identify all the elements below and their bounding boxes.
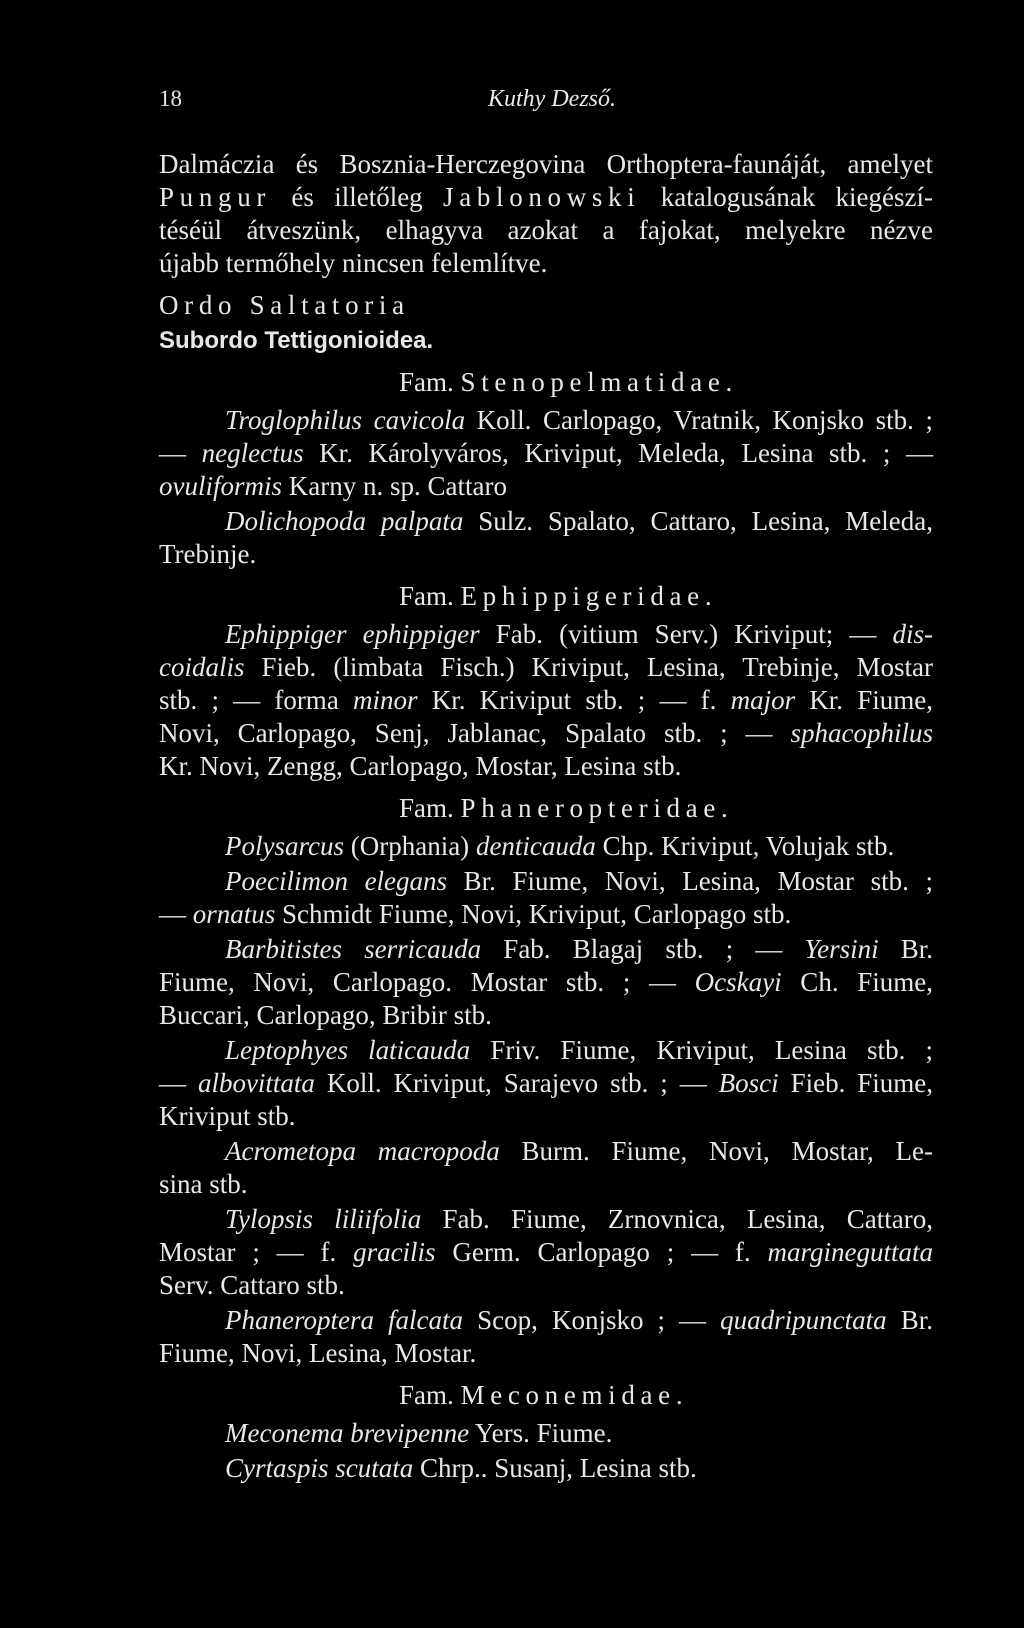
text-run: stb. ; — forma: [159, 685, 353, 715]
text-run: Fam.: [399, 1380, 461, 1410]
text-run: Sulz. Spalato, Cattaro, Lesina, Meleda,: [463, 506, 933, 536]
species-entry: [159, 865, 933, 931]
running-head: Kuthy Dezső.: [488, 86, 616, 112]
text-line: [159, 470, 933, 503]
taxon-name: Dolichopoda palpata: [225, 506, 464, 536]
text-line: [159, 1452, 933, 1485]
text-run: Trebinje.: [159, 539, 257, 569]
text-run: Fab. Blagaj stb. ; —: [481, 934, 805, 964]
taxon-name: coidalis: [159, 652, 245, 682]
spaced-text: Jablonowski: [443, 182, 641, 212]
text-run: Buccari, Carlopago, Bribir stb.: [159, 1000, 492, 1030]
text-run: .: [725, 367, 733, 397]
text-run: Chp. Kriviput, Volujak stb.: [595, 831, 895, 861]
text-line: [159, 289, 933, 322]
taxon-name: sphacophilus: [790, 718, 933, 748]
text-run: Kr. Fiume,: [795, 685, 933, 715]
taxon-name: Bosci: [718, 1068, 779, 1098]
text-line: [159, 1337, 933, 1370]
spaced-text: Ordo Saltatoria: [159, 290, 410, 320]
species-entry: [159, 618, 933, 783]
taxon-name: Ephippiger ephippiger: [225, 619, 480, 649]
text-line: [159, 214, 933, 247]
taxon-name: dis-: [892, 619, 933, 649]
text-line: [159, 437, 933, 470]
text-line: [159, 651, 933, 684]
taxon-name: Yersini: [804, 934, 879, 964]
text-run: Yers. Fiume.: [469, 1418, 613, 1448]
text-line: [159, 505, 933, 538]
species-entry: [159, 1417, 933, 1450]
species-entry: [159, 830, 933, 863]
taxon-name: Acrometopa macropoda: [225, 1136, 500, 1166]
text-line: [159, 830, 933, 863]
text-line: [159, 366, 933, 399]
species-entry: [159, 1304, 933, 1370]
text-run: Kr. Kriviput stb. ; — f.: [417, 685, 731, 715]
species-entry: [159, 1452, 933, 1485]
taxon-name: minor: [353, 685, 418, 715]
taxon-name: denticauda: [475, 831, 596, 861]
taxon-name: Ocskayi: [694, 967, 782, 997]
spaced-text: Ephippigeridae: [460, 581, 705, 611]
text-run: Scop, Konjsko ; —: [463, 1305, 721, 1335]
text-run: Chrp.. Susanj, Lesina stb.: [413, 1453, 697, 1483]
taxon-name: Tylopsis liliifolia: [225, 1204, 422, 1234]
text-run: Fiume, Novi, Lesina, Mostar.: [159, 1338, 477, 1368]
taxon-name: albovittata: [197, 1068, 315, 1098]
text-run: sina stb.: [159, 1169, 248, 1199]
species-entry: [159, 404, 933, 503]
text-run: Serv. Cattaro stb.: [159, 1270, 345, 1300]
text-line: [159, 1135, 933, 1168]
text-run: Friv. Fiume, Kriviput, Lesina stb. ;: [470, 1035, 933, 1065]
text-run: Ch. Fiume,: [781, 967, 933, 997]
text-line: [159, 148, 933, 181]
text-run: Fam.: [399, 581, 461, 611]
text-line: [159, 898, 933, 931]
text-line: [159, 580, 933, 613]
intro-paragraph: [159, 148, 933, 280]
text-run: Koll. Carlopago, Vratnik, Konjsko stb. ;: [465, 405, 933, 435]
text-line: [159, 1236, 933, 1269]
family-heading: [159, 366, 933, 399]
text-line: [159, 1067, 933, 1100]
spaced-text: Stenopelmatidae: [460, 367, 726, 397]
taxon-name: gracilis: [353, 1237, 436, 1267]
taxon-name: margineguttata: [767, 1237, 934, 1267]
species-entry: [159, 1135, 933, 1201]
text-line: [159, 684, 933, 717]
text-line: [159, 1269, 933, 1302]
taxon-name: Phaneroptera falcata: [225, 1305, 464, 1335]
taxon-name: neglectus: [201, 438, 304, 468]
text-line: [159, 717, 933, 750]
text-run: katalogusának kiegészí-: [640, 182, 933, 212]
text-line: [159, 1100, 933, 1133]
text-run: Fam.: [399, 367, 461, 397]
species-entry: [159, 1203, 933, 1302]
text-run: Kr. Novi, Zengg, Carlopago, Mostar, Lesina stb.: [159, 751, 682, 781]
text-run: Mostar ; — f.: [159, 1237, 354, 1267]
text-run: .: [675, 1380, 683, 1410]
text-run: Schmidt Fiume, Novi, Kriviput, Carlopago stb.: [275, 899, 792, 929]
text-run: Germ. Carlopago ; — f.: [435, 1237, 768, 1267]
taxon-name: ovuliformis: [159, 471, 283, 501]
suborder-heading: [159, 324, 933, 357]
text-run: Br.: [878, 934, 934, 964]
text-line: [159, 999, 933, 1032]
page-body: [159, 148, 933, 1485]
text-run: Dalmáczia és Bosznia-Herczegovina Orthoptera-faunáját, amelyet: [159, 149, 933, 179]
species-entry: [159, 1034, 933, 1133]
text-line: [159, 865, 933, 898]
text-run: Karny n. sp. Cattaro: [282, 471, 507, 501]
text-run: Kriviput stb.: [159, 1101, 296, 1131]
text-line: [159, 1168, 933, 1201]
text-run: Fieb. Fiume,: [778, 1068, 933, 1098]
taxon-name: Troglophilus cavicola: [225, 405, 466, 435]
text-run: téséül átveszünk, elhagyva azokat a fajokat, melyekre nézve: [159, 215, 933, 245]
taxon-name: ornatus: [192, 899, 276, 929]
family-heading: [159, 1379, 933, 1412]
text-line: [159, 933, 933, 966]
text-run: Br. Fiume, Novi, Lesina, Mostar stb. ;: [447, 866, 933, 896]
text-line: [159, 1034, 933, 1067]
order-heading: [159, 289, 933, 322]
text-line: [159, 181, 933, 214]
text-run: Fam.: [399, 793, 461, 823]
spaced-text: Meconemidae: [460, 1380, 676, 1410]
taxon-name: Cyrtaspis scutata: [225, 1453, 414, 1483]
taxon-name: Polysarcus: [225, 831, 344, 861]
text-run: Fiume, Novi, Carlopago. Mostar stb. ; —: [159, 967, 695, 997]
text-line: [159, 538, 933, 571]
taxon-name: major: [730, 685, 796, 715]
text-run: —: [159, 899, 193, 929]
spaced-text: Phaneropteridae: [460, 793, 721, 823]
text-run: Kr. Károlyváros, Kriviput, Meleda, Lesina stb. ; —: [303, 438, 933, 468]
text-line: [159, 324, 933, 357]
text-line: [159, 247, 933, 280]
text-line: [159, 792, 933, 825]
taxon-name: Meconema brevipenne: [225, 1418, 470, 1448]
text-line: [159, 1417, 933, 1450]
text-run: Burm. Fiume, Novi, Mostar, Le-: [499, 1136, 933, 1166]
text-line: [159, 966, 933, 999]
family-heading: [159, 792, 933, 825]
text-run: .: [704, 581, 712, 611]
page-number: 18: [159, 86, 182, 111]
text-run: Br.: [886, 1305, 934, 1335]
species-entry: [159, 933, 933, 1032]
text-run: Koll. Kriviput, Sarajevo stb. ; —: [314, 1068, 719, 1098]
text-run: Novi, Carlopago, Senj, Jablanac, Spalato stb. ; —: [159, 718, 791, 748]
taxon-name: Poecilimon elegans: [225, 866, 448, 896]
family-heading: [159, 580, 933, 613]
text-run: (Orphania): [343, 831, 476, 861]
text-line: [159, 750, 933, 783]
text-run: —: [159, 1068, 198, 1098]
species-entry: [159, 505, 933, 571]
spaced-text: Pungur: [159, 182, 272, 212]
text-line: [159, 1379, 933, 1412]
text-run: —: [159, 438, 202, 468]
text-line: [159, 404, 933, 437]
text-run: Fab. Fiume, Zrnovnica, Lesina, Cattaro,: [421, 1204, 933, 1234]
text-run: .: [721, 793, 728, 823]
text-line: [159, 1304, 933, 1337]
taxon-name: Leptophyes laticauda: [225, 1035, 471, 1065]
text-line: [159, 1203, 933, 1236]
text-run: és illetőleg: [271, 182, 444, 212]
text-line: [159, 618, 933, 651]
text-run: újabb termőhely nincsen felemlítve.: [159, 248, 548, 278]
text-run: Subordo Tettigonioidea.: [159, 327, 434, 354]
text-run: Fieb. (limbata Fisch.) Kriviput, Lesina, Trebinje, Mostar: [244, 652, 933, 682]
taxon-name: Barbitistes serricauda: [225, 934, 482, 964]
page-header: [159, 84, 933, 114]
text-run: Fab. (vitium Serv.) Kriviput; —: [479, 619, 893, 649]
taxon-name: quadripunctata: [720, 1305, 887, 1335]
